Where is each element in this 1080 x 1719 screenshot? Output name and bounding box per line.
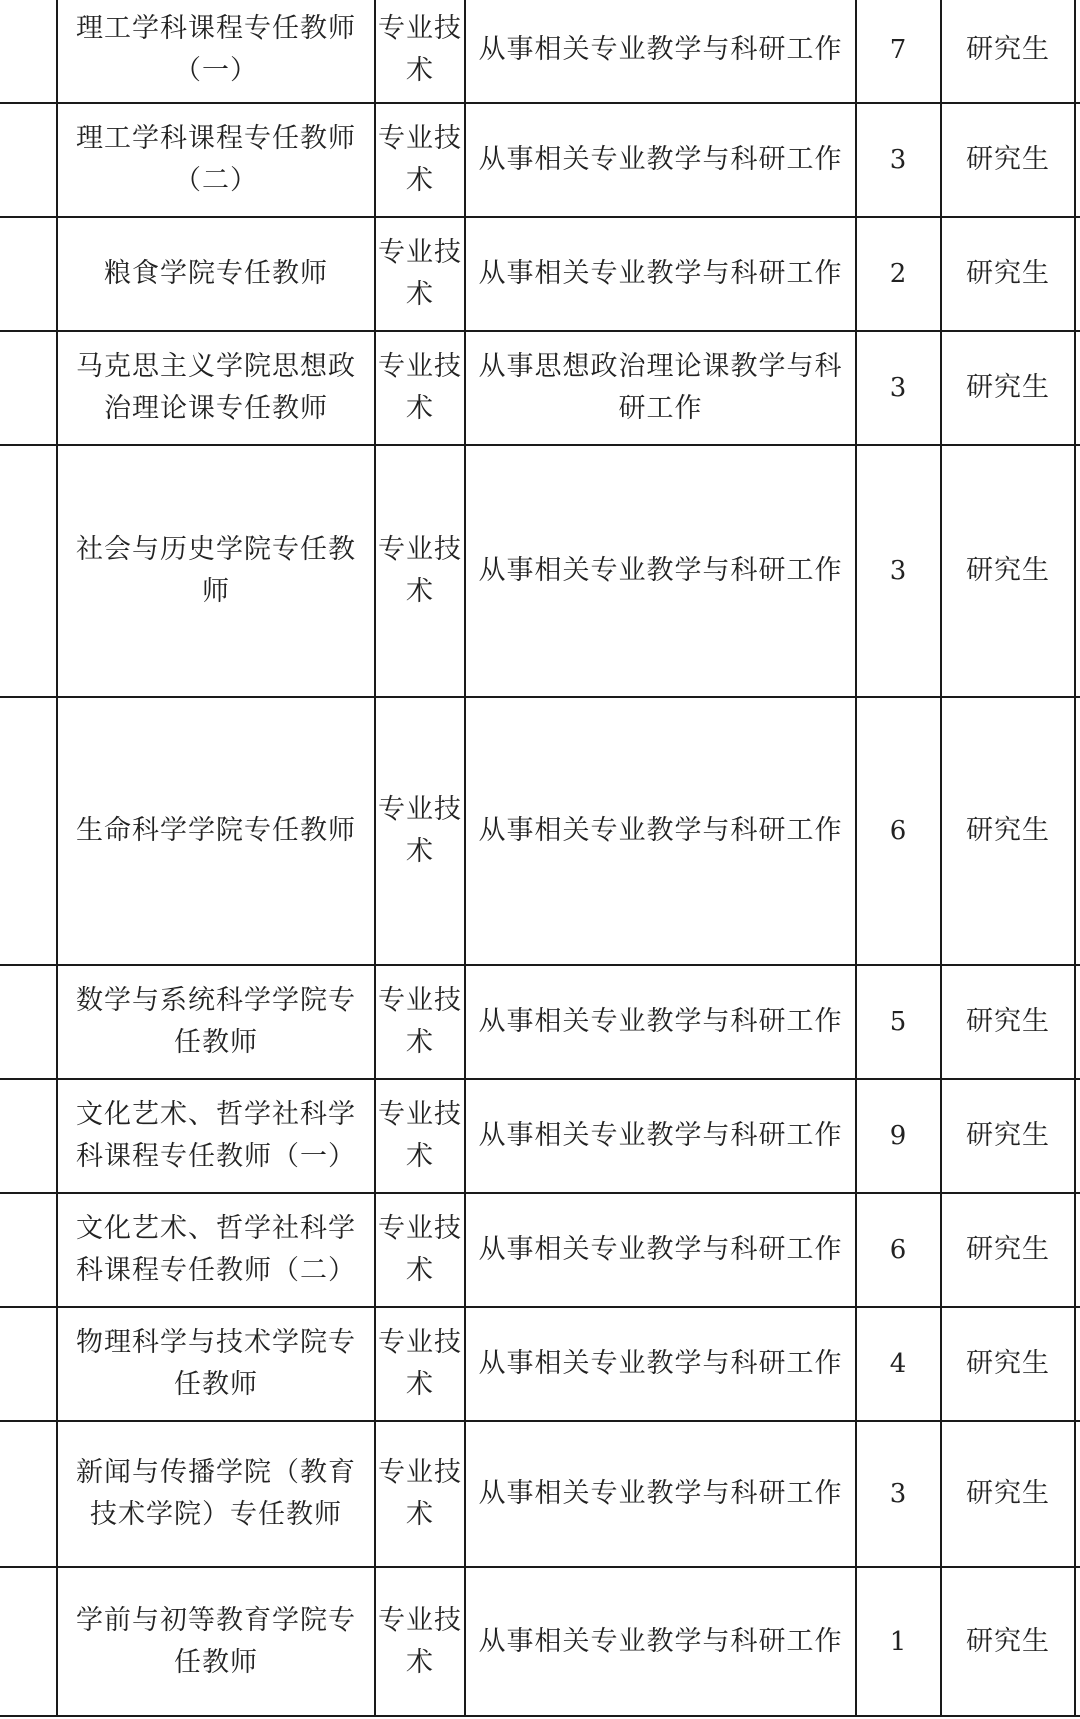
table-row [0,332,1080,446]
position-cell: 粮食学院专任教师 [58,218,376,330]
table-row [0,1194,1080,1308]
overflow-cell [1076,698,1080,964]
count-cell: 3 [857,1422,942,1566]
education-cell: 研究生 [942,0,1076,102]
count-cell: 3 [857,332,942,444]
category-cell: 专业技术 [376,1080,466,1192]
category-cell: 专业技术 [376,218,466,330]
index-cell [0,1194,58,1306]
overflow-cell [1076,966,1080,1078]
position-cell: 数学与系统科学学院专任教师 [58,966,376,1078]
education-cell: 研究生 [942,1080,1076,1192]
index-cell [0,1422,58,1566]
overflow-cell [1076,1568,1080,1715]
category-cell: 专业技术 [376,332,466,444]
table-row [0,1568,1080,1717]
table-row [0,218,1080,332]
education-cell: 研究生 [942,1422,1076,1566]
category-cell: 专业技术 [376,1194,466,1306]
position-cell: 马克思主义学院思想政治理论课专任教师 [58,332,376,444]
table-row [0,446,1080,698]
category-cell: 专业技术 [376,0,466,102]
overflow-cell [1076,1080,1080,1192]
count-cell: 4 [857,1308,942,1420]
education-cell: 研究生 [942,332,1076,444]
table-row [0,1080,1080,1194]
duty-cell: 从事相关专业教学与科研工作 [466,1422,857,1566]
category-cell: 专业技术 [376,104,466,216]
category-cell: 专业技术 [376,1422,466,1566]
duty-cell: 从事相关专业教学与科研工作 [466,698,857,964]
table-row [0,966,1080,1080]
overflow-cell [1076,0,1080,102]
duty-cell: 从事思想政治理论课教学与科研工作 [466,332,857,444]
position-cell: 学前与初等教育学院专任教师 [58,1568,376,1715]
duty-cell: 从事相关专业教学与科研工作 [466,0,857,102]
overflow-cell [1076,218,1080,330]
index-cell [0,0,58,102]
duty-cell: 从事相关专业教学与科研工作 [466,1308,857,1420]
position-cell: 理工学科课程专任教师（二） [58,104,376,216]
category-cell: 专业技术 [376,446,466,696]
count-cell: 1 [857,1568,942,1715]
table-row [0,1422,1080,1568]
index-cell [0,1308,58,1420]
count-cell: 9 [857,1080,942,1192]
duty-cell: 从事相关专业教学与科研工作 [466,966,857,1078]
position-cell: 生命科学学院专任教师 [58,698,376,964]
category-cell: 专业技术 [376,1308,466,1420]
duty-cell: 从事相关专业教学与科研工作 [466,1080,857,1192]
education-cell: 研究生 [942,446,1076,696]
table-row [0,1308,1080,1422]
education-cell: 研究生 [942,1568,1076,1715]
index-cell [0,1080,58,1192]
position-cell: 社会与历史学院专任教师 [58,446,376,696]
position-cell: 物理科学与技术学院专任教师 [58,1308,376,1420]
overflow-cell [1076,1308,1080,1420]
position-cell: 新闻与传播学院（教育技术学院）专任教师 [58,1422,376,1566]
education-cell: 研究生 [942,1194,1076,1306]
overflow-cell [1076,1194,1080,1306]
index-cell [0,218,58,330]
position-cell: 文化艺术、哲学社科学科课程专任教师（一） [58,1080,376,1192]
overflow-cell [1076,332,1080,444]
position-cell: 理工学科课程专任教师（一） [58,0,376,102]
count-cell: 5 [857,966,942,1078]
count-cell: 2 [857,218,942,330]
count-cell: 3 [857,446,942,696]
education-cell: 研究生 [942,1308,1076,1420]
category-cell: 专业技术 [376,698,466,964]
count-cell: 7 [857,0,942,102]
overflow-cell [1076,104,1080,216]
position-cell: 文化艺术、哲学社科学科课程专任教师（二） [58,1194,376,1306]
table-row [0,0,1080,104]
education-cell: 研究生 [942,698,1076,964]
index-cell [0,104,58,216]
count-cell: 6 [857,1194,942,1306]
duty-cell: 从事相关专业教学与科研工作 [466,446,857,696]
overflow-cell [1076,446,1080,696]
education-cell: 研究生 [942,104,1076,216]
education-cell: 研究生 [942,218,1076,330]
duty-cell: 从事相关专业教学与科研工作 [466,1194,857,1306]
index-cell [0,1568,58,1715]
table-row [0,698,1080,966]
table-row [0,104,1080,218]
index-cell [0,698,58,964]
duty-cell: 从事相关专业教学与科研工作 [466,1568,857,1715]
education-cell: 研究生 [942,966,1076,1078]
index-cell [0,446,58,696]
duty-cell: 从事相关专业教学与科研工作 [466,218,857,330]
duty-cell: 从事相关专业教学与科研工作 [466,104,857,216]
count-cell: 6 [857,698,942,964]
category-cell: 专业技术 [376,1568,466,1715]
overflow-cell [1076,1422,1080,1566]
index-cell [0,966,58,1078]
category-cell: 专业技术 [376,966,466,1078]
count-cell: 3 [857,104,942,216]
index-cell [0,332,58,444]
